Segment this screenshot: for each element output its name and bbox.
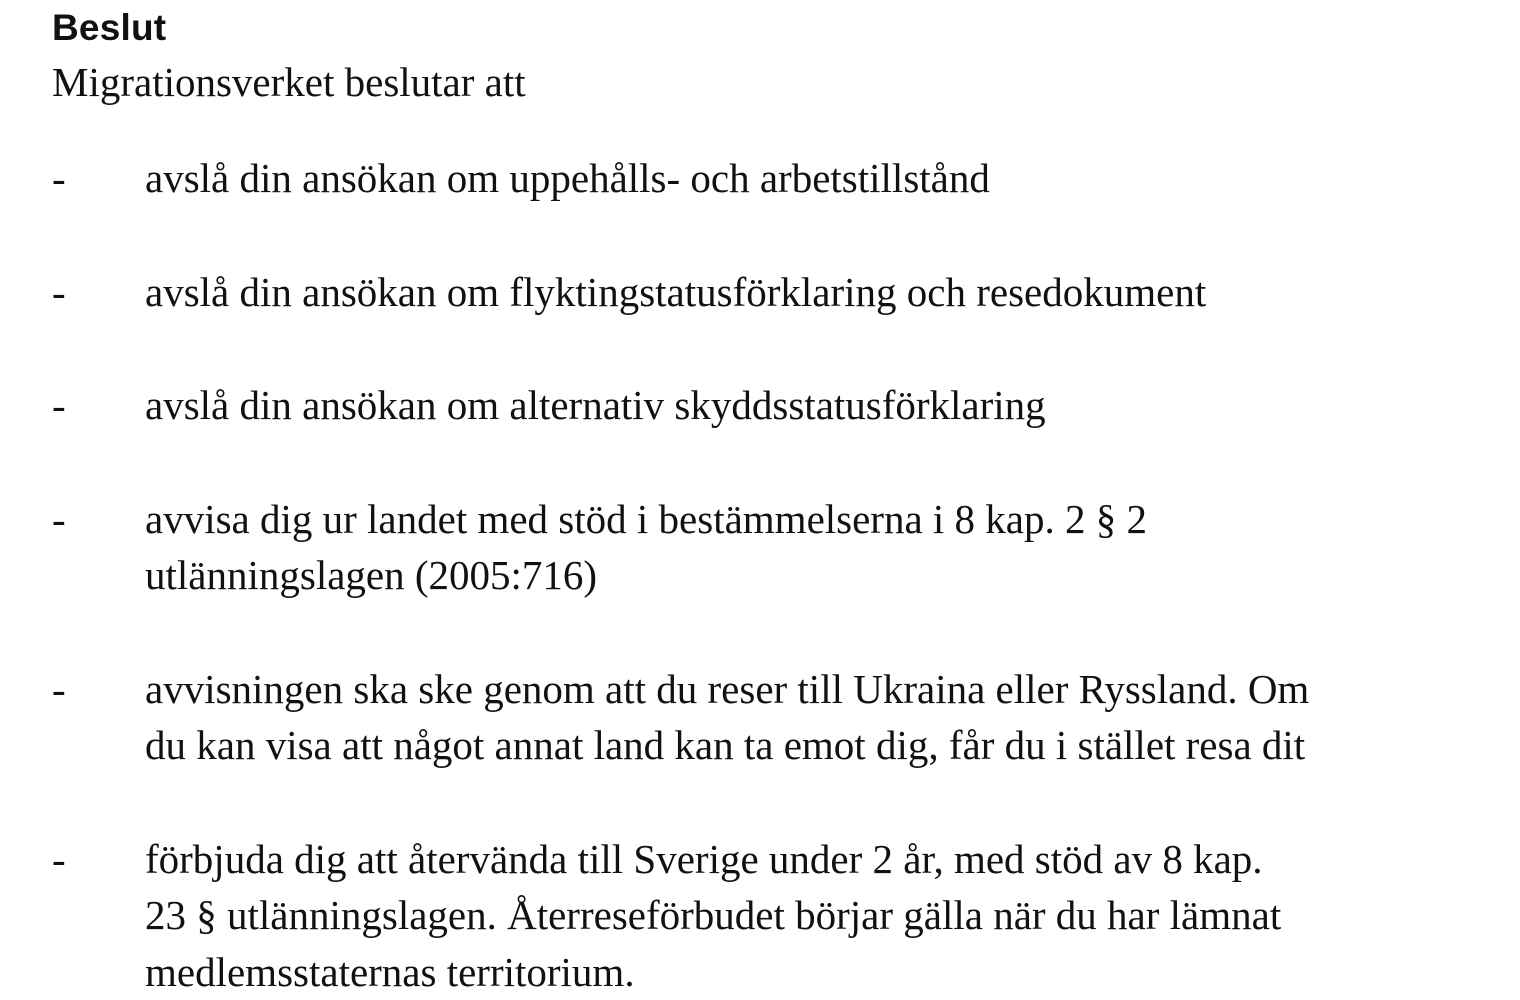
decision-text: förbjuda dig att återvända till Sverige under 2 år, med stöd av 8 kap. 23 § utlänningslagen. Återreseförbudet börjar gälla när du har lämnat medlemsstaternas territorium. xyxy=(145,835,1282,995)
list-item xyxy=(52,264,1502,321)
list-item xyxy=(52,831,1502,1000)
bullet-dash: - xyxy=(52,835,66,882)
bullet-dash: - xyxy=(52,665,66,712)
list-item xyxy=(52,377,1502,434)
bullet-dash: - xyxy=(52,495,66,542)
list-item xyxy=(52,661,1502,774)
bullet-dash: - xyxy=(52,382,66,428)
section-heading: Beslut xyxy=(52,7,167,48)
decision-list xyxy=(52,150,1502,1000)
bullet-dash: - xyxy=(52,268,66,315)
decision-text: avslå din ansökan om alternativ skyddsstatusförklaring xyxy=(145,382,1046,428)
decision-text: avslå din ansökan om uppehålls- och arbetstillstånd xyxy=(145,155,990,201)
list-item xyxy=(52,491,1502,604)
intro-text: Migrationsverket beslutar att xyxy=(52,59,526,105)
decision-text: avvisa dig ur landet med stöd i bestämmelserna i 8 kap. 2 § 2 utlänningslagen (2005:716) xyxy=(145,495,1147,598)
document xyxy=(52,0,1502,1000)
decision-text: avslå din ansökan om flyktingstatusförklaring och resedokument xyxy=(145,268,1207,315)
decision-text: avvisningen ska ske genom att du reser till Ukraina eller Ryssland. Om du kan visa att något annat land kan ta emot dig, får du i stället resa dit xyxy=(145,665,1310,768)
list-item xyxy=(52,150,1502,207)
bullet-dash: - xyxy=(52,155,66,201)
